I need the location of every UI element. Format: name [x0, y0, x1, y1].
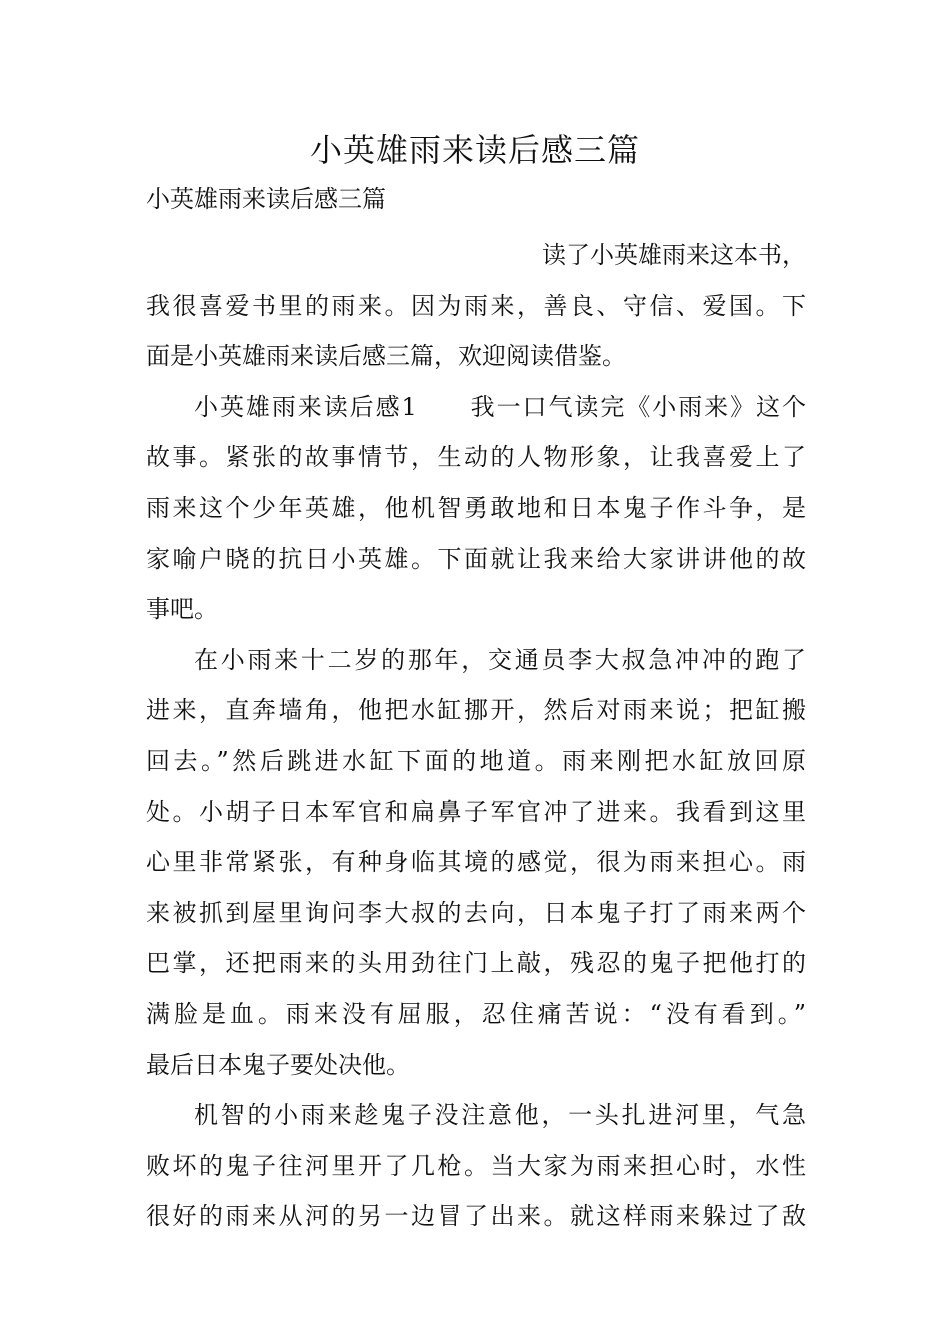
text-line: 家喻户晓的抗日小英雄。下面就让我来给大家讲讲他的故: [146, 544, 806, 573]
text-line: 小英雄雨来读后感1 我一口气读完《小雨来》这个: [194, 392, 806, 421]
document-body: [146, 230, 806, 1242]
text-line: 巴掌，还把雨来的头用劲往门上敲，残忍的鬼子把他打的: [146, 949, 806, 978]
text-line: 读了小英雄雨来这本书，: [542, 241, 806, 269]
document-title: 小英雄雨来读后感三篇: [309, 131, 640, 169]
text-line: 满脸是血。雨来没有屈服，忍住痛苦说：“没有看到。”: [146, 999, 806, 1028]
text-line: 回去。”然后跳进水缸下面的地道。雨来刚把水缸放回原: [146, 746, 806, 775]
text-line: 我很喜爱书里的雨来。因为雨来，善良、守信、爱国。下: [146, 291, 806, 320]
text-line: 处。小胡子日本军官和扁鼻子军官冲了进来。我看到这里: [146, 797, 806, 826]
text-line: 面是小英雄雨来读后感三篇，欢迎阅读借鉴。: [146, 342, 626, 371]
text-line: 很好的雨来从河的另一边冒了出来。就这样雨来躲过了敌: [146, 1202, 806, 1231]
text-line: 雨来这个少年英雄，他机智勇敢地和日本鬼子作斗争，是: [146, 493, 806, 522]
text-line: 来被抓到屋里询问李大叔的去向，日本鬼子打了雨来两个: [146, 898, 806, 927]
text-line: 机智的小雨来趁鬼子没注意他，一头扎进河里，气急: [194, 1101, 806, 1130]
text-line: 最后日本鬼子要处决他。: [146, 1050, 410, 1079]
text-line: 事吧。: [146, 595, 218, 624]
document-subtitle: 小英雄雨来读后感三篇: [146, 185, 386, 213]
text-line: 在小雨来十二岁的那年，交通员李大叔急冲冲的跑了: [194, 645, 806, 674]
text-line: 故事。紧张的故事情节，生动的人物形象，让我喜爱上了: [146, 443, 806, 472]
text-line: 败坏的鬼子往河里开了几枪。当大家为雨来担心时，水性: [146, 1151, 806, 1180]
text-line: 进来，直奔墙角，他把水缸挪开，然后对雨来说；把缸搬: [146, 696, 806, 725]
text-line: 心里非常紧张，有种身临其境的感觉，很为雨来担心。雨: [146, 848, 806, 877]
